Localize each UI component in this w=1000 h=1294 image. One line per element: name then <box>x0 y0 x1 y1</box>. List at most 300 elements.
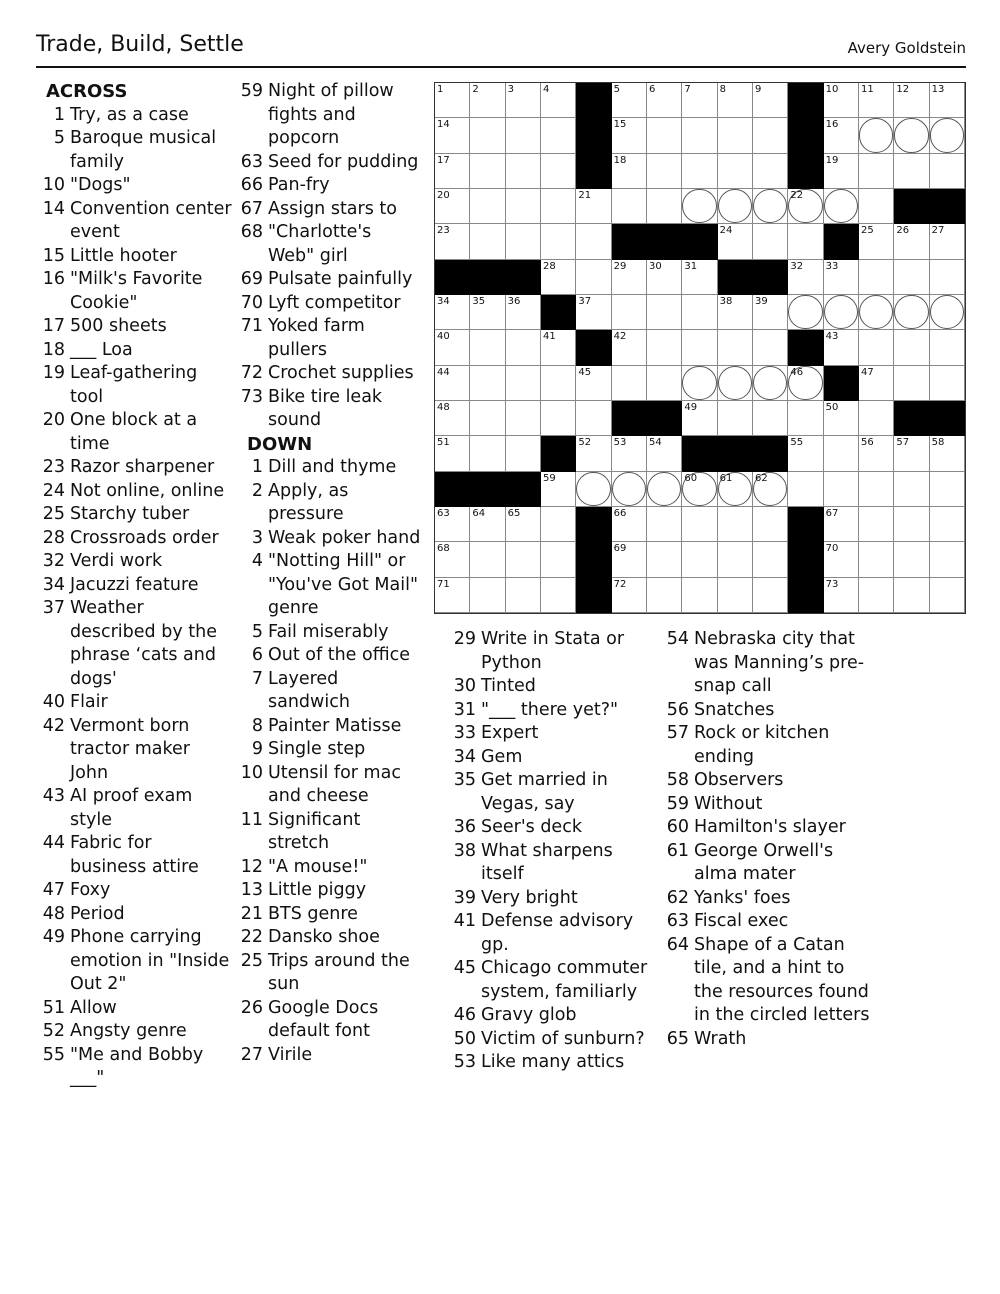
grid-cell[interactable] <box>859 189 894 224</box>
grid-cell[interactable] <box>541 472 576 507</box>
grid-block <box>541 436 576 471</box>
grid-cell[interactable] <box>930 295 965 330</box>
grid-cell[interactable] <box>576 189 611 224</box>
cell-number: 58 <box>931 437 945 449</box>
grid-cell[interactable] <box>576 224 611 259</box>
clue-number: 71 <box>240 316 263 336</box>
grid-cell[interactable] <box>506 189 541 224</box>
grid-cell[interactable] <box>718 472 753 507</box>
grid-cell[interactable] <box>576 436 611 471</box>
cell-number: 70 <box>825 543 839 555</box>
grid-cell[interactable] <box>506 330 541 365</box>
grid-cell[interactable] <box>576 295 611 330</box>
grid-block <box>576 118 611 153</box>
grid-cell[interactable] <box>435 118 470 153</box>
grid-cell[interactable] <box>612 578 647 613</box>
grid-cell[interactable] <box>718 118 753 153</box>
grid-cell[interactable] <box>506 83 541 118</box>
grid-cell[interactable] <box>647 436 682 471</box>
cell-number: 73 <box>825 578 839 590</box>
grid-cell[interactable] <box>506 366 541 401</box>
grid-cell[interactable] <box>753 330 788 365</box>
cell-number: 24 <box>719 225 733 237</box>
clue-item <box>237 198 422 222</box>
grid-block <box>541 295 576 330</box>
grid-cell[interactable] <box>859 366 894 401</box>
cell-number: 49 <box>684 402 698 413</box>
grid-cell[interactable] <box>930 118 965 153</box>
clue-item <box>36 127 232 174</box>
grid-cell[interactable] <box>612 260 647 295</box>
cell-number: 39 <box>755 296 768 307</box>
grid-cell[interactable] <box>435 401 470 436</box>
grid-cell[interactable] <box>824 118 859 153</box>
clue-item <box>237 809 422 856</box>
grid-cell[interactable] <box>930 224 965 259</box>
grid-cell[interactable] <box>753 295 788 330</box>
clue-text: "Notting Hill" or "You've Got Mail" genre <box>268 551 418 618</box>
grid-cell[interactable] <box>894 118 929 153</box>
grid-cell[interactable] <box>682 189 717 224</box>
clue-text: Dill and thyme <box>268 457 397 477</box>
clue-text: Victim of sunburn? <box>481 1028 645 1049</box>
grid-cell[interactable] <box>859 224 894 259</box>
grid-cell[interactable] <box>930 578 965 613</box>
grid-cell[interactable] <box>718 366 753 401</box>
grid-cell[interactable] <box>682 83 717 118</box>
cell-number: 72 <box>613 578 627 590</box>
grid-cell[interactable] <box>541 542 576 577</box>
cell-number: 8 <box>719 84 727 95</box>
grid-cell[interactable] <box>647 83 682 118</box>
grid-cell[interactable] <box>435 436 470 471</box>
grid-cell[interactable] <box>435 542 470 577</box>
grid-cell[interactable] <box>718 578 753 613</box>
grid-cell[interactable] <box>435 83 470 118</box>
clue-item <box>36 597 232 691</box>
grid-cell[interactable] <box>435 295 470 330</box>
clue-item <box>237 480 422 527</box>
grid-cell[interactable] <box>541 118 576 153</box>
grid-cell[interactable] <box>647 295 682 330</box>
grid-cell[interactable] <box>541 154 576 189</box>
header-divider <box>36 66 966 68</box>
grid-cell[interactable] <box>435 507 470 542</box>
grid-cell[interactable] <box>894 260 929 295</box>
grid-cell[interactable] <box>859 260 894 295</box>
clue-text: Razor sharpener <box>70 457 215 477</box>
grid-cell[interactable] <box>647 542 682 577</box>
grid-cell[interactable] <box>788 260 823 295</box>
grid-cell[interactable] <box>824 330 859 365</box>
grid-cell[interactable] <box>435 154 470 189</box>
grid-cell[interactable] <box>647 118 682 153</box>
grid-cell[interactable] <box>824 436 859 471</box>
cell-number: 1 <box>437 84 444 95</box>
grid-cell[interactable] <box>930 542 965 577</box>
clue-number: 58 <box>666 770 689 790</box>
clue-text: Hamilton's slayer <box>694 817 846 837</box>
grid-cell[interactable] <box>435 366 470 401</box>
grid-cell[interactable] <box>753 189 788 224</box>
clue-item <box>237 151 422 175</box>
grid-cell[interactable] <box>894 330 929 365</box>
grid-cell[interactable] <box>470 189 505 224</box>
clue-text: Lyft competitor <box>268 292 401 313</box>
grid-cell[interactable] <box>894 154 929 189</box>
clue-text: Utensil for mac and cheese <box>268 762 401 806</box>
clue-item <box>36 198 232 245</box>
grid-cell[interactable] <box>506 578 541 613</box>
grid-cell[interactable] <box>753 83 788 118</box>
cell-number: 61 <box>719 472 733 484</box>
grid-cell[interactable] <box>753 578 788 613</box>
grid-cell[interactable] <box>470 83 505 118</box>
grid-cell[interactable] <box>470 542 505 577</box>
clue-text: Starchy tuber <box>70 504 190 524</box>
grid-cell[interactable] <box>612 83 647 118</box>
grid-block <box>470 472 505 507</box>
grid-cell[interactable] <box>894 366 929 401</box>
grid-cell[interactable] <box>541 578 576 613</box>
grid-cell[interactable] <box>788 224 823 259</box>
grid-cell[interactable] <box>753 118 788 153</box>
clue-text: Dansko shoe <box>268 927 380 947</box>
clue-text: Fail miserably <box>268 621 389 642</box>
grid-cell[interactable] <box>612 366 647 401</box>
grid-cell[interactable] <box>470 401 505 436</box>
grid-cell[interactable] <box>541 83 576 118</box>
grid-cell[interactable] <box>824 154 859 189</box>
grid-cell[interactable] <box>824 401 859 436</box>
grid-cell[interactable] <box>824 83 859 118</box>
grid-cell[interactable] <box>647 507 682 542</box>
grid-cell[interactable] <box>894 578 929 613</box>
clue-item <box>237 762 422 809</box>
grid-cell[interactable] <box>470 224 505 259</box>
grid-cell[interactable] <box>506 542 541 577</box>
clue-item <box>449 769 659 816</box>
circle-marker <box>682 189 716 223</box>
clue-item <box>237 903 422 927</box>
grid-cell[interactable] <box>894 224 929 259</box>
clue-text: One block at a time <box>70 410 198 454</box>
clue-number: 2 <box>251 480 263 501</box>
grid-cell[interactable] <box>788 436 823 471</box>
clue-number: 45 <box>453 958 476 978</box>
grid-cell[interactable] <box>506 295 541 330</box>
grid-cell[interactable] <box>753 154 788 189</box>
grid-cell[interactable] <box>788 366 823 401</box>
grid-block <box>612 401 647 436</box>
grid-cell[interactable] <box>612 295 647 330</box>
grid-cell[interactable] <box>930 154 965 189</box>
grid-cell[interactable] <box>612 507 647 542</box>
clue-text: 500 sheets <box>70 316 167 336</box>
grid-cell[interactable] <box>859 436 894 471</box>
grid-cell[interactable] <box>824 295 859 330</box>
grid-cell[interactable] <box>541 189 576 224</box>
grid-cell[interactable] <box>930 472 965 507</box>
cell-number: 15 <box>613 119 627 131</box>
grid-cell[interactable] <box>894 436 929 471</box>
cell-number: 37 <box>578 296 592 307</box>
grid-cell[interactable] <box>718 295 753 330</box>
clue-item <box>237 221 422 268</box>
grid-cell[interactable] <box>612 118 647 153</box>
grid-cell[interactable] <box>682 578 717 613</box>
grid-cell[interactable] <box>824 260 859 295</box>
grid-cell[interactable] <box>647 189 682 224</box>
grid-cell[interactable] <box>788 189 823 224</box>
clue-number: 33 <box>453 723 476 743</box>
clue-text: Out of the office <box>268 645 411 665</box>
grid-cell[interactable] <box>824 542 859 577</box>
clue-text: Little piggy <box>268 880 367 900</box>
clue-item <box>661 628 871 699</box>
grid-cell[interactable] <box>647 366 682 401</box>
cell-number: 7 <box>684 84 691 95</box>
grid-cell[interactable] <box>576 401 611 436</box>
grid-cell[interactable] <box>930 507 965 542</box>
grid-cell[interactable] <box>824 507 859 542</box>
grid-cell[interactable] <box>647 330 682 365</box>
grid-block <box>788 542 823 577</box>
grid-cell[interactable] <box>541 330 576 365</box>
clue-text: Verdi work <box>70 551 163 571</box>
grid-cell[interactable] <box>506 507 541 542</box>
grid-cell[interactable] <box>506 401 541 436</box>
cell-number: 46 <box>790 366 804 378</box>
circle-marker <box>753 366 787 400</box>
grid-cell[interactable] <box>753 542 788 577</box>
grid-cell[interactable] <box>718 189 753 224</box>
clue-number: 10 <box>240 762 263 783</box>
grid-cell[interactable] <box>894 83 929 118</box>
grid-cell[interactable] <box>682 295 717 330</box>
grid-cell[interactable] <box>576 472 611 507</box>
clue-text: "Dogs" <box>70 175 131 195</box>
grid-cell[interactable] <box>859 507 894 542</box>
clue-text: Crochet supplies <box>268 363 414 383</box>
grid-cell[interactable] <box>612 330 647 365</box>
grid-cell[interactable] <box>718 330 753 365</box>
grid-cell[interactable] <box>506 224 541 259</box>
grid-cell[interactable] <box>753 472 788 507</box>
grid-cell[interactable] <box>647 472 682 507</box>
clue-number: 65 <box>666 1028 689 1049</box>
clue-text: Fabric for business attire <box>70 833 199 877</box>
grid-cell[interactable] <box>541 507 576 542</box>
grid-cell[interactable] <box>470 507 505 542</box>
clue-number: 37 <box>42 598 65 618</box>
clue-number: 15 <box>42 245 65 266</box>
grid-cell[interactable] <box>612 189 647 224</box>
clue-text: AI proof exam style <box>70 786 193 830</box>
grid-cell[interactable] <box>930 83 965 118</box>
circle-marker <box>859 118 893 152</box>
grid-cell[interactable] <box>470 295 505 330</box>
cell-number: 50 <box>825 402 839 413</box>
clue-text: Allow <box>70 997 117 1018</box>
cell-number: 64 <box>472 508 486 519</box>
grid-cell[interactable] <box>647 260 682 295</box>
grid-cell[interactable] <box>894 507 929 542</box>
circle-marker <box>894 118 928 152</box>
grid-cell[interactable] <box>682 118 717 153</box>
grid-cell[interactable] <box>541 224 576 259</box>
clue-item <box>449 722 659 746</box>
clue-item <box>449 840 659 887</box>
clue-item <box>237 550 422 621</box>
clue-text: Yoked farm pullers <box>268 316 365 360</box>
grid-cell[interactable] <box>930 330 965 365</box>
grid-cell[interactable] <box>647 578 682 613</box>
clue-text: Single step <box>268 739 366 759</box>
grid-cell[interactable] <box>753 224 788 259</box>
grid-cell[interactable] <box>541 366 576 401</box>
grid-cell[interactable] <box>859 542 894 577</box>
grid-cell[interactable] <box>435 224 470 259</box>
grid-cell[interactable] <box>788 295 823 330</box>
cell-number: 66 <box>613 508 627 519</box>
grid-cell[interactable] <box>930 260 965 295</box>
grid-cell[interactable] <box>541 260 576 295</box>
grid-cell[interactable] <box>859 401 894 436</box>
grid-cell[interactable] <box>753 401 788 436</box>
grid-cell[interactable] <box>859 472 894 507</box>
grid-cell[interactable] <box>682 542 717 577</box>
grid-cell[interactable] <box>788 472 823 507</box>
grid-cell[interactable] <box>682 472 717 507</box>
grid-cell[interactable] <box>470 436 505 471</box>
clue-number: 49 <box>42 927 65 947</box>
clue-text: Trips around the sun <box>268 950 410 994</box>
grid-block <box>788 578 823 613</box>
grid-cell[interactable] <box>859 578 894 613</box>
grid-cell[interactable] <box>576 366 611 401</box>
clue-text: Pulsate painfully <box>268 269 413 289</box>
grid-cell[interactable] <box>612 436 647 471</box>
clue-number: 52 <box>42 1021 65 1041</box>
clue-number: 34 <box>453 746 476 767</box>
clue-number: 50 <box>453 1028 476 1049</box>
grid-cell[interactable] <box>824 472 859 507</box>
clue-number: 22 <box>240 927 263 947</box>
grid-cell[interactable] <box>859 295 894 330</box>
clue-item <box>237 715 422 739</box>
grid-block <box>824 366 859 401</box>
grid-cell[interactable] <box>506 154 541 189</box>
grid-cell[interactable] <box>682 401 717 436</box>
grid-cell[interactable] <box>753 507 788 542</box>
clue-text: Gravy glob <box>481 1005 577 1025</box>
clue-item <box>661 793 871 817</box>
grid-cell[interactable] <box>718 507 753 542</box>
grid-cell[interactable] <box>470 118 505 153</box>
grid-cell[interactable] <box>576 260 611 295</box>
grid-cell[interactable] <box>894 295 929 330</box>
grid-cell[interactable] <box>718 154 753 189</box>
grid-cell[interactable] <box>506 436 541 471</box>
cell-number: 38 <box>719 296 733 307</box>
grid-cell[interactable] <box>718 401 753 436</box>
clue-number: 32 <box>42 551 65 571</box>
grid-cell[interactable] <box>718 83 753 118</box>
grid-cell[interactable] <box>682 507 717 542</box>
clue-number: 16 <box>42 269 65 289</box>
grid-cell[interactable] <box>859 83 894 118</box>
clue-number: 18 <box>42 339 65 360</box>
cell-number: 55 <box>790 437 804 449</box>
clue-item <box>449 957 659 1004</box>
grid-block <box>824 224 859 259</box>
cell-number: 5 <box>613 84 621 95</box>
grid-cell[interactable] <box>435 189 470 224</box>
grid-cell[interactable] <box>682 330 717 365</box>
grid-cell[interactable] <box>682 260 717 295</box>
clue-text: Without <box>694 793 763 814</box>
grid-cell[interactable] <box>894 472 929 507</box>
grid-cell[interactable] <box>506 118 541 153</box>
clue-number: 29 <box>453 629 476 649</box>
grid-cell[interactable] <box>718 224 753 259</box>
grid-cell[interactable] <box>859 154 894 189</box>
grid-cell[interactable] <box>682 366 717 401</box>
grid-cell[interactable] <box>435 330 470 365</box>
grid-block <box>612 224 647 259</box>
grid-cell[interactable] <box>470 330 505 365</box>
grid-cell[interactable] <box>824 189 859 224</box>
grid-cell[interactable] <box>718 542 753 577</box>
grid-block <box>576 330 611 365</box>
grid-cell[interactable] <box>612 542 647 577</box>
grid-cell[interactable] <box>470 578 505 613</box>
grid-cell[interactable] <box>470 366 505 401</box>
circle-marker <box>894 295 928 329</box>
grid-cell[interactable] <box>647 154 682 189</box>
grid-cell[interactable] <box>894 542 929 577</box>
cell-number: 14 <box>437 119 450 131</box>
clue-number: 30 <box>453 676 476 696</box>
cell-number: 11 <box>861 84 874 95</box>
cell-number: 68 <box>437 543 450 555</box>
cell-number: 51 <box>437 437 450 449</box>
grid-cell[interactable] <box>682 154 717 189</box>
grid-cell[interactable] <box>612 472 647 507</box>
grid-cell[interactable] <box>859 330 894 365</box>
clue-number: 39 <box>453 887 476 908</box>
grid-cell[interactable] <box>753 366 788 401</box>
grid-cell[interactable] <box>470 154 505 189</box>
grid-cell[interactable] <box>788 401 823 436</box>
clue-item <box>237 644 422 668</box>
clue-item <box>237 950 422 997</box>
puzzle-author: Avery Goldstein <box>847 39 966 57</box>
grid-cell[interactable] <box>930 436 965 471</box>
grid-block <box>788 507 823 542</box>
cell-number: 9 <box>755 84 762 95</box>
clue-number: 42 <box>42 715 65 736</box>
grid-cell[interactable] <box>435 578 470 613</box>
clue-item <box>36 785 232 832</box>
clue-number: 40 <box>42 692 65 712</box>
grid-cell[interactable] <box>541 401 576 436</box>
grid-cell[interactable] <box>859 118 894 153</box>
grid-cell[interactable] <box>824 578 859 613</box>
grid-cell[interactable] <box>930 366 965 401</box>
grid-cell[interactable] <box>612 154 647 189</box>
